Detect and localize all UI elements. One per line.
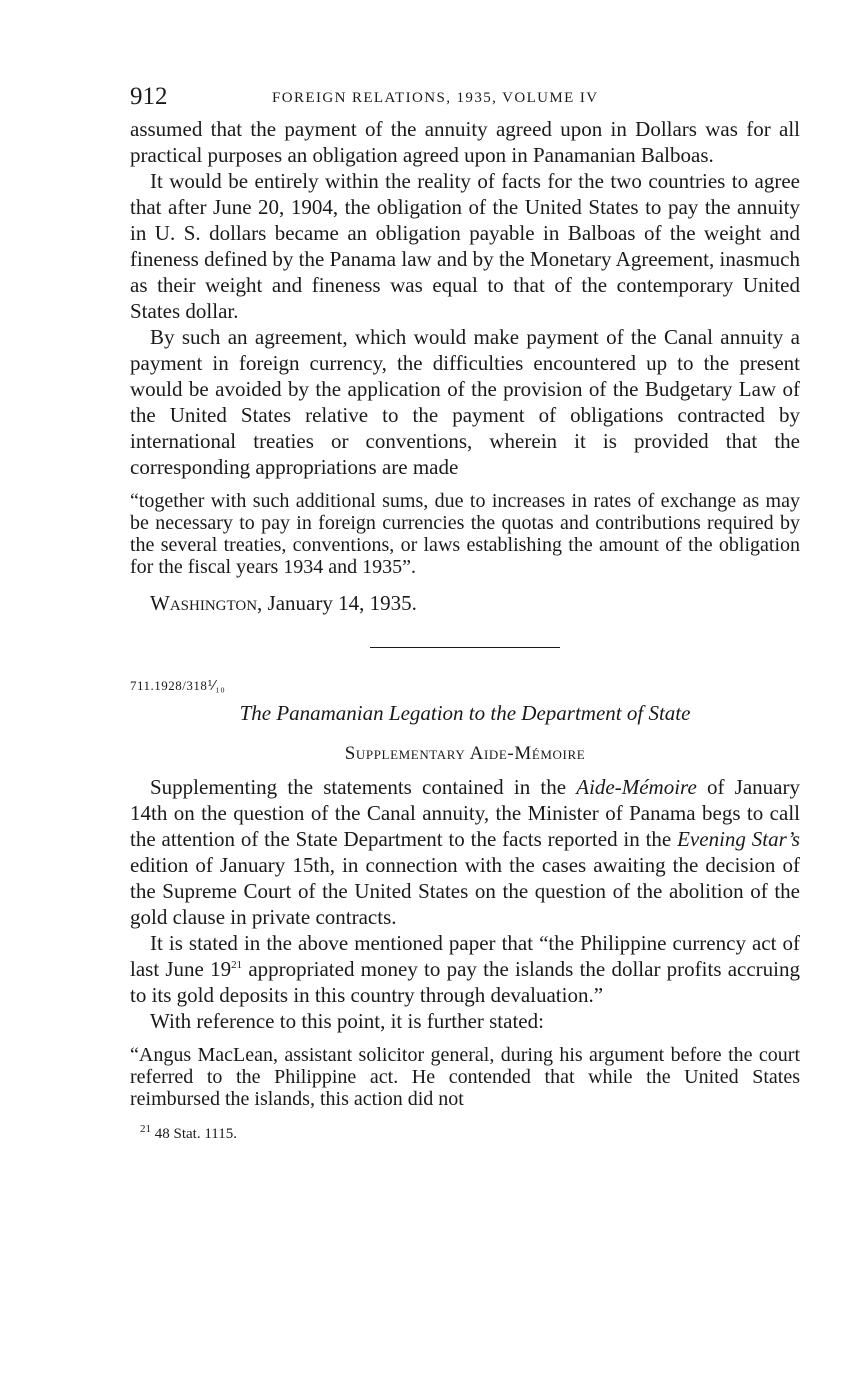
signoff <box>130 590 800 616</box>
footnote-spacer <box>130 1110 800 1124</box>
aide-memoire-italic: Aide-Mémoire <box>576 775 697 799</box>
text-segment: It is stated in the above mentioned paper that “the Philippine currency act of last June 19 <box>130 931 800 981</box>
paragraph-agreement: By such an agreement, which would make payment of the Canal annuity a payment in foreign currency, the difficulties encountered up to the present would be avoided by the application of the provision of the Budgetary Law of the United States relative to the payment of obligations contracted by international treaties or conventions, wherein it is provided that the corresponding appropriations are made <box>130 325 800 479</box>
footnote-text: 48 Stat. 1115. <box>154 1126 237 1142</box>
text-segment: of January 14th on the question of the Canal annuity, the Minister of Panama begs to call the attention of the State Department to the facts reported in the <box>130 775 800 851</box>
signoff-date: January 14, 1935. <box>267 591 417 615</box>
document-subtitle: Supplementary Aide-Mémoire <box>344 743 586 764</box>
page-number: 912 <box>130 83 168 110</box>
signoff-place: Washington, <box>150 591 263 615</box>
document-title: The Panamanian Legation to the Department of State <box>239 701 691 725</box>
footnote <box>140 1124 800 1144</box>
budgetary-law-quote: “together with such additional sums, due to increases in rates of exchange as may be necessary to pay in foreign currencies the quotas and contributions required by the several treaties, conventions, or laws establishing the amount of the obligation for the fiscal years 1934 and 1935”. <box>130 490 800 578</box>
text-segment: appropriated money to pay the islands the dollar profits accruing to its gold deposits in this country through devaluation.” <box>130 957 800 1007</box>
text-segment: Supplementing the statements contained in the <box>150 775 577 799</box>
paragraph-supplementing <box>130 774 800 930</box>
running-head <box>130 82 800 116</box>
footnote-reference: 21 <box>231 959 243 971</box>
paragraph-continuation: assumed that the payment of the annuity agreed upon in Dollars was for all practical purposes an obligation agreed upon in Panamanian Balboas. <box>130 117 800 167</box>
evening-star-italic: Evening Star’s <box>677 827 800 851</box>
paragraph-reality-of-facts: It would be entirely within the reality of facts for the two countries to agree that after June 20, 1904, the obligation of the United States to pay the annuity in U. S. dollars became an obligation payable in Balboas of the weight and fineness defined by the Panama law and by the Monetary Agreement, inasmuch as their weight and fineness was equal to that of the contemporary United States dollar. <box>130 169 800 323</box>
file-number: 711.1928/318⅟₁₀ <box>130 678 226 693</box>
maclean-quote: “Angus MacLean, assistant solicitor general, during his argument before the court referred to the Philippine act. He contended that while the United States reimbursed the islands, this action did not <box>130 1044 800 1110</box>
footnote-marker: 21 <box>140 1123 151 1135</box>
running-head-title: FOREIGN RELATIONS, 1935, VOLUME IV <box>272 90 599 106</box>
paragraph-philippine-act <box>130 930 800 1008</box>
document-page <box>130 82 800 1144</box>
section-divider <box>370 647 560 648</box>
paragraph-further-stated: With reference to this point, it is further stated: <box>150 1009 544 1033</box>
text-segment: edition of January 15th, in connection with the cases awaiting the decision of the Supreme Court of the United States on the question of the abolition of the gold clause in private contracts. <box>130 853 800 929</box>
